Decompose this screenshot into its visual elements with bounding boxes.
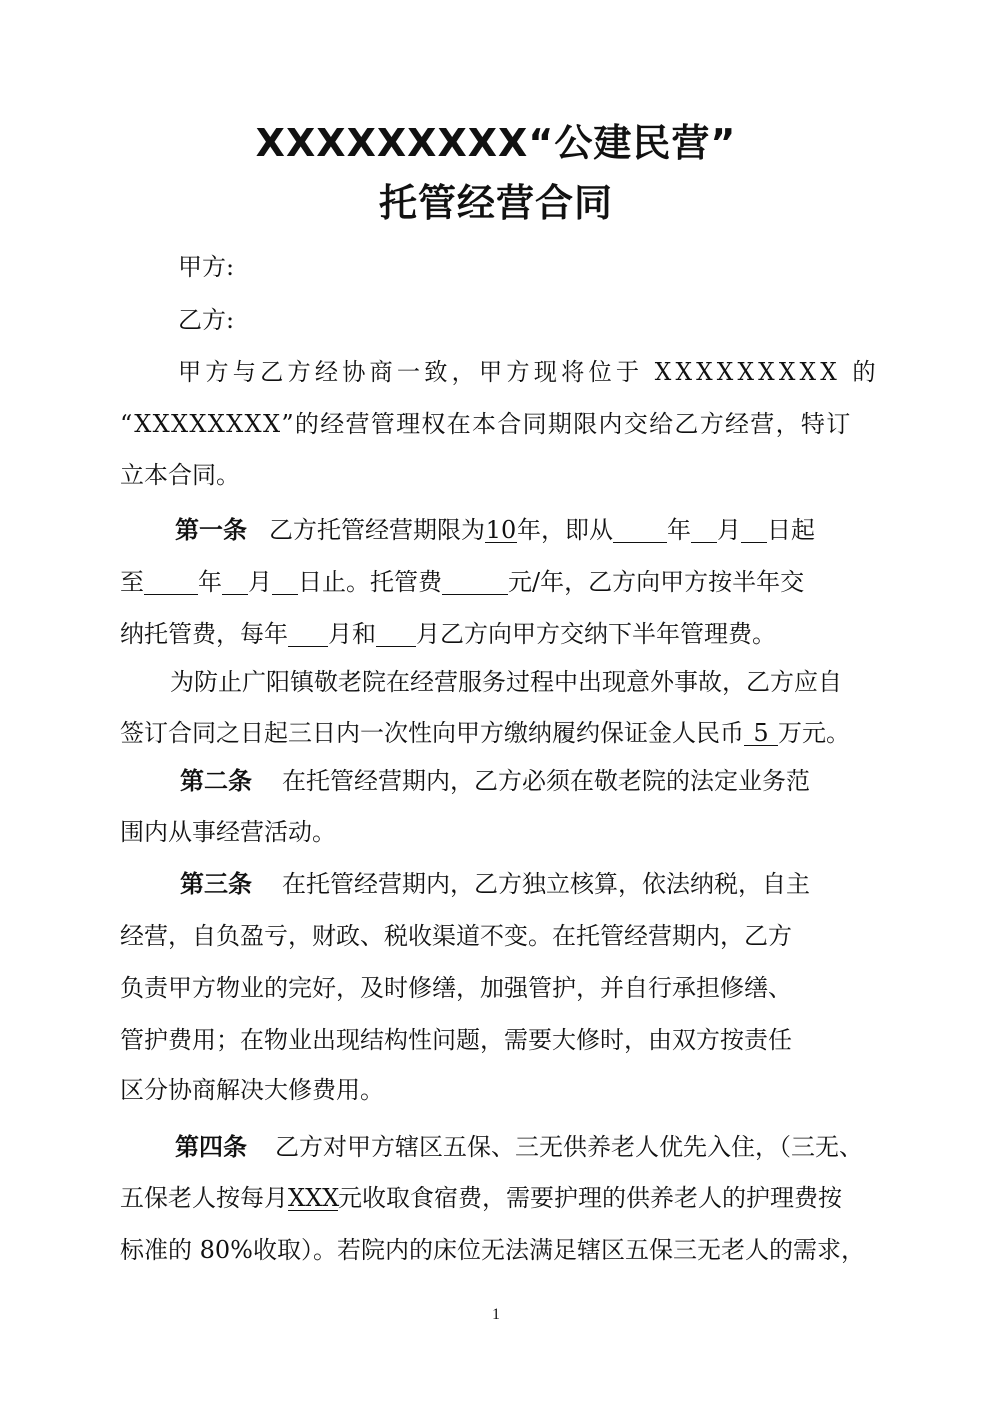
- title-line-2: 托管经营合同: [378, 181, 613, 225]
- start-month-blank: [691, 518, 717, 543]
- article-1-text: 日起: [767, 516, 815, 544]
- party-a-label: 甲方:: [178, 253, 235, 281]
- article-4-line-2: [120, 1186, 842, 1211]
- end-day-blank: [272, 570, 298, 595]
- title-line-1: XXXXXXXXX“公建民营”: [255, 121, 737, 165]
- article-2-line-1: [180, 769, 810, 793]
- article-4-line-3: 标准的 80%收取）。若院内的床位无法满足辖区五保三无老人的需求，: [120, 1236, 865, 1264]
- term-years-value: 10: [485, 516, 517, 544]
- article-1-line-2: [120, 570, 804, 595]
- intro-line-1: 甲方与乙方经协商一致，甲方现将位于 XXXXXXXXX 的: [178, 358, 880, 386]
- article-1-text: 月乙方向甲方交纳下半年管理费。: [416, 620, 776, 648]
- pay-month-2-blank: [376, 622, 416, 647]
- article-1-text: 元/年，乙方向甲方按半年交: [508, 568, 805, 596]
- page-number: 1: [492, 1306, 500, 1323]
- article-2-text: 在托管经营期内，乙方必须在敬老院的法定业务范: [282, 767, 810, 795]
- article-1-text: 至: [120, 568, 144, 596]
- article-3-line-4: 管护费用；在物业出现结构性问题，需要大修时，由双方按责任: [120, 1026, 792, 1054]
- pay-month-1-blank: [288, 622, 328, 647]
- article-1-text: 纳托管费，每年: [120, 620, 288, 648]
- article-3-line-1: [180, 872, 810, 896]
- article-1-text: 乙方托管经营期限为: [269, 516, 485, 544]
- end-month-blank: [222, 570, 248, 595]
- article-1-text: 月: [717, 516, 741, 544]
- article-4-text: 元收取食宿费，需要护理的供养老人的护理费按: [338, 1184, 842, 1212]
- article-2-line-2: 围内从事经营活动。: [120, 818, 336, 846]
- intro-line-2: “XXXXXXXX”的经营管理权在本合同期限内交给乙方经营，特订: [120, 410, 852, 438]
- article-3-line-3: 负责甲方物业的完好，及时修缮，加强管护，并自行承担修缮、: [120, 974, 792, 1002]
- article-4-text: 五保老人按每月: [120, 1184, 288, 1212]
- article-1-text: 月: [248, 568, 272, 596]
- board-fee-value: XXX: [288, 1184, 340, 1212]
- article-1-text: 签订合同之日起三日内一次性向甲方缴纳履约保证金人民币: [120, 719, 744, 747]
- article-1-text: 月和: [328, 620, 376, 648]
- article-1-line-4: 为防止广阳镇敬老院在经营服务过程中出现意外事故，乙方应自: [170, 668, 842, 696]
- article-1-line-5: [120, 721, 850, 746]
- article-4-line-1: [175, 1135, 863, 1159]
- start-year-blank: [613, 518, 667, 543]
- article-1-line-1: [175, 518, 815, 543]
- article-4-heading: 第四条: [175, 1133, 247, 1161]
- article-1-text: 年，即从: [517, 516, 613, 544]
- article-4-text: 乙方对甲方辖区五保、三无供养老人优先入住，（三无、: [275, 1133, 863, 1161]
- deposit-value: 5: [744, 721, 778, 746]
- intro-line-3: 立本合同。: [120, 461, 240, 489]
- fee-amount-blank: [442, 570, 508, 595]
- article-1-text: 年: [667, 516, 691, 544]
- article-1-line-3: [120, 622, 776, 647]
- article-3-heading: 第三条: [180, 870, 252, 898]
- article-1-text: 年: [198, 568, 222, 596]
- article-1-text: 万元。: [778, 719, 850, 747]
- article-3-line-2: 经营，自负盈亏，财政、税收渠道不变。在托管经营期内，乙方: [120, 922, 792, 950]
- end-year-blank: [144, 570, 198, 595]
- article-1-heading: 第一条: [175, 516, 247, 544]
- article-2-heading: 第二条: [180, 767, 252, 795]
- start-day-blank: [741, 518, 767, 543]
- article-3-text: 在托管经营期内，乙方独立核算，依法纳税，自主: [282, 870, 810, 898]
- article-1-text: 日止。托管费: [298, 568, 442, 596]
- article-3-line-5: 区分协商解决大修费用。: [120, 1076, 384, 1104]
- party-b-label: 乙方:: [178, 306, 235, 334]
